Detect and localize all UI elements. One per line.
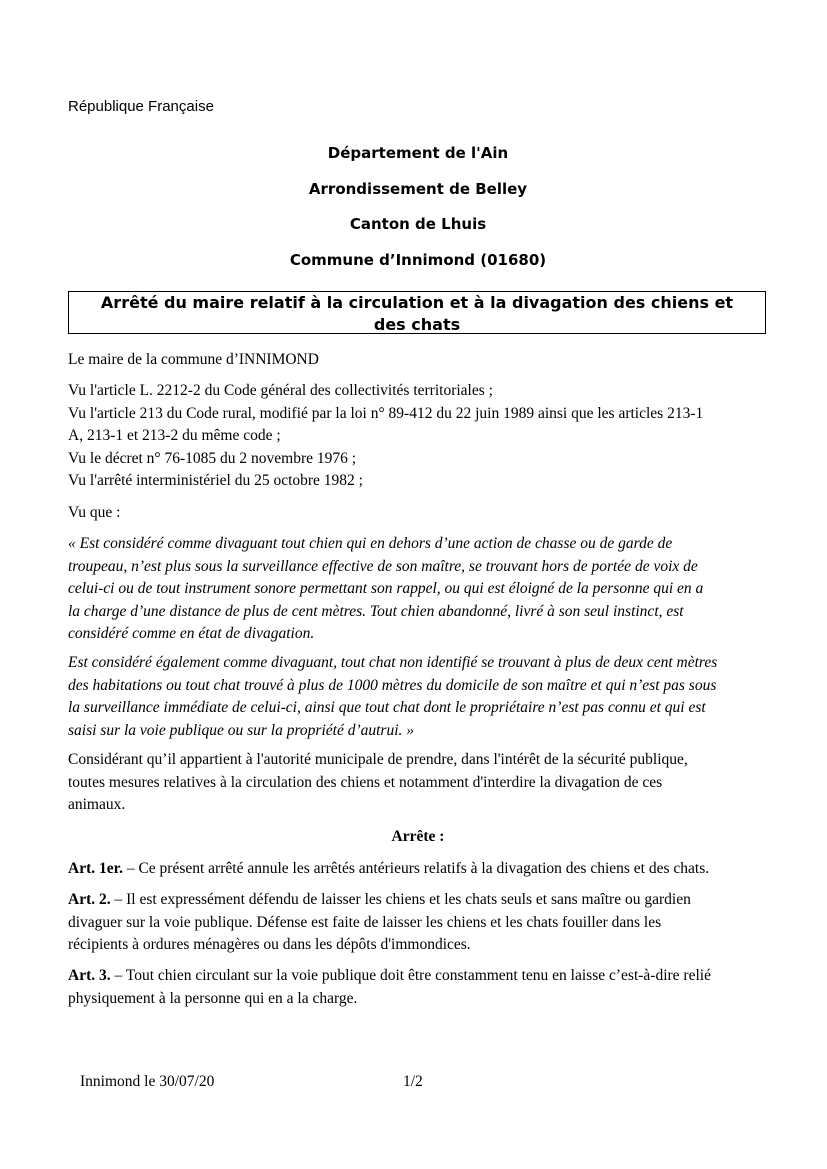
- article-line: [68, 965, 768, 988]
- article-3: [68, 965, 768, 1010]
- quote-line: la surveillance immédiate de celui-ci, ainsi que tout chat dont le propriétaire n’est pas connu et qui est: [68, 699, 706, 716]
- article-text: physiquement à la personne qui en a la charge.: [68, 989, 358, 1007]
- article-label: Art. 2.: [68, 891, 111, 908]
- article-1: [68, 858, 768, 881]
- quote-line: Est considéré également comme divaguant, tout chat non identifié se trouvant à plus de deux cent mètres: [68, 654, 718, 671]
- article-label: Art. 3.: [68, 967, 111, 984]
- article-text: divaguer sur la voie publique. Défense est faite de laisser les chiens et les chats fouiller dans les: [68, 913, 662, 931]
- article-line: [68, 889, 768, 912]
- arrondissement-heading: Arrondissement de Belley: [308, 180, 528, 198]
- arrete-title-box: [68, 291, 766, 334]
- footer-place-date: Innimond le 30/07/20: [80, 1073, 215, 1090]
- quote-line: troupeau, n’est plus sous la surveillance effective de son maître, se trouvant hors de portée de voix de: [68, 557, 698, 575]
- departement-heading: Département de l'Ain: [327, 144, 509, 162]
- maire-line: Le maire de la commune d’INNIMOND: [68, 351, 319, 368]
- considerant-line: Considérant qu’il appartient à l'autorité municipale de prendre, dans l'intérêt de la sécurité publique,: [68, 751, 688, 768]
- arrete-heading: Arrête :: [391, 828, 445, 845]
- article-line: [68, 858, 768, 881]
- vu-line: Vu l'article 213 du Code rural, modifié par la loi n° 89-412 du 22 juin 1989 ainsi que les articles 213-1: [68, 404, 704, 422]
- quote-chats: [68, 652, 768, 742]
- considerant-line: toutes mesures relatives à la circulation des chiens et notamment d'interdire la divagation de ces: [68, 773, 663, 791]
- article-2: [68, 889, 768, 957]
- quote-chiens: [68, 533, 768, 646]
- considerant-line: animaux.: [68, 796, 126, 813]
- canton-heading: Canton de Lhuis: [349, 215, 487, 233]
- vu-line: A, 213-1 et 213-2 du même code ;: [68, 427, 281, 444]
- considerant-paragraph: [68, 749, 768, 817]
- arrete-title-line-1: Arrêté du maire relatif à la circulation et à la divagation des chiens et: [100, 293, 734, 312]
- quote-line: considéré comme en état de divagation.: [68, 625, 315, 642]
- quote-line: la charge d’une distance de plus de cent mètres. Tout chien abandonné, livré à son seul instinct, est: [68, 602, 684, 620]
- quote-line: « Est considéré comme divaguant tout chien qui en dehors d’une action de chasse ou de garde de: [68, 535, 673, 552]
- quote-line: saisi sur la voie publique ou sur la propriété d’autrui. »: [68, 721, 415, 739]
- arrete-title-line-2: des chats: [373, 315, 461, 334]
- article-text: – Tout chien circulant sur la voie publique doit être constamment tenu en laisse c’est-à-dire relié: [114, 967, 711, 984]
- footer-page-number: 1/2: [403, 1073, 423, 1090]
- vu-line: Vu le décret n° 76-1085 du 2 novembre 1976 ;: [68, 449, 357, 467]
- article-text: – Il est expressément défendu de laisser les chiens et les chats seuls et sans maître ou gardien: [114, 891, 691, 908]
- commune-heading: Commune d’Innimond (01680): [289, 251, 547, 269]
- vu-que: Vu que :: [68, 504, 121, 521]
- vu-line: Vu l'article L. 2212-2 du Code général des collectivités territoriales ;: [68, 382, 493, 399]
- quote-line: des habitations ou tout chat trouvé à plus de 1000 mètres du domicile de son maître et qui n’est pas sous: [68, 676, 717, 694]
- vu-block: [68, 380, 768, 493]
- vu-line: Vu l'arrêté interministériel du 25 octobre 1982 ;: [68, 472, 363, 489]
- article-text: récipients à ordures ménagères ou dans les dépôts d'immondices.: [68, 936, 471, 953]
- quote-line: celui-ci ou de tout instrument sonore permettant son rappel, ou qui est éloigné de la personne qui en a: [68, 580, 704, 597]
- republique-francaise: République Française: [68, 98, 214, 115]
- article-label: Art. 1er.: [68, 860, 123, 877]
- article-text: – Ce présent arrêté annule les arrêtés antérieurs relatifs à la divagation des chiens et des chats.: [126, 860, 710, 877]
